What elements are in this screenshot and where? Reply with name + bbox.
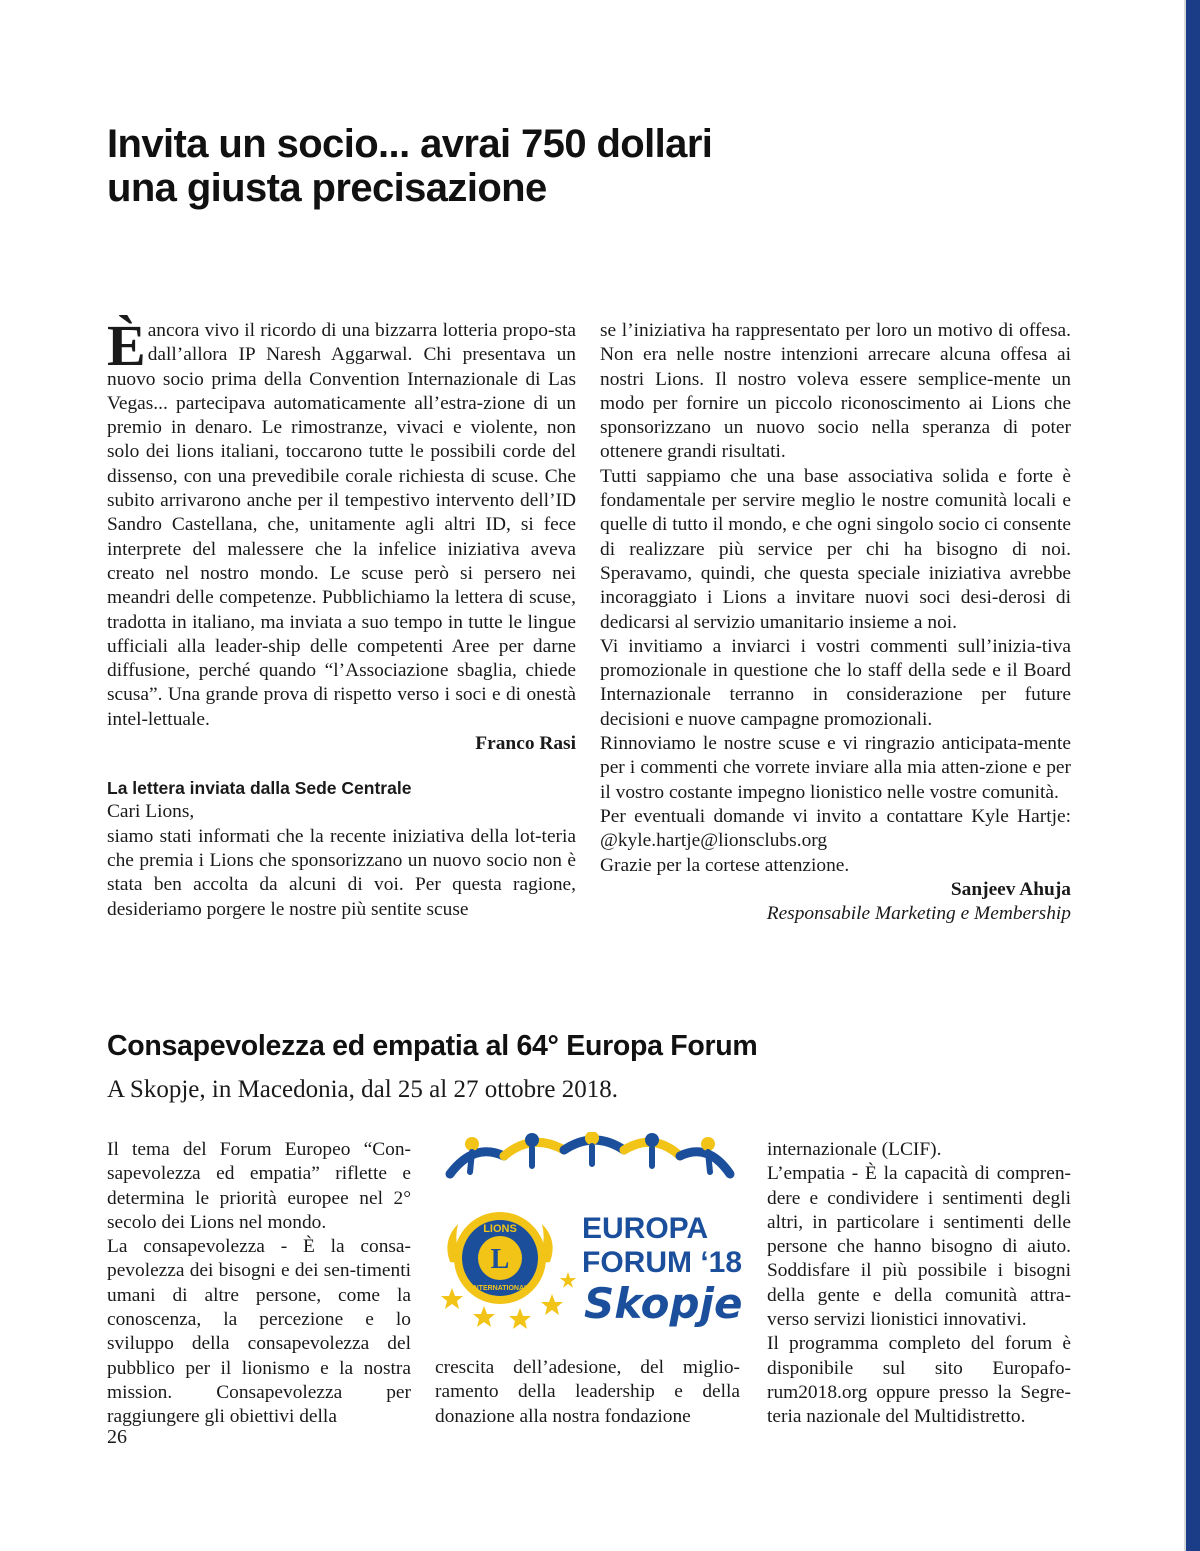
- logo-line-1: EUROPA: [582, 1212, 709, 1245]
- article-title-line-2: una giusta precisazione: [107, 166, 547, 210]
- article-column-right: [600, 319, 1071, 926]
- forum-article-subtitle: A Skopje, in Macedonia, dal 25 al 27 ottobre 2018.: [107, 1076, 619, 1103]
- article-title-line-1: Invita un socio... avrai 750 dollari: [107, 122, 713, 166]
- forum-paragraph-1: Il tema del Forum Europeo “Con-sapevolezza ed empatia” riflette e determina le priorità europee nel 2° secolo dei Lions nel mondo.: [107, 1139, 411, 1233]
- letter-paragraph-4: Rinnoviamo le nostre scuse e vi ringrazio anticipata-mente per i commenti che vorrete inviare alla mia atten-zione e per il vostro costante impegno lionistico nelle vostre comunità.: [600, 733, 1071, 803]
- forum-column-3: [767, 1138, 1071, 1430]
- article-column-left: [107, 313, 576, 922]
- emblem-letter: L: [490, 1244, 510, 1275]
- forum-article-title: Consapevolezza ed empatia al 64° Europa Forum: [107, 1030, 758, 1062]
- letter-paragraph-1-end: se l’iniziativa ha rappresentato per loro un motivo di offesa. Non era nelle nostre intenzioni arrecare alcuna offesa ai nostri Lions. Il nostro voleva essere semplice-mente un modo per fornire un piccolo riconoscimento ai Lions che sponsorizzano un nuovo socio nella speranza di poter ottenere grandi risultati.: [600, 320, 1071, 463]
- forum-column-2: [435, 1356, 740, 1429]
- forum-paragraph-2-end: internazionale (LCIF).: [767, 1139, 942, 1160]
- logo-line-3: Skopje: [584, 1279, 743, 1328]
- forum-paragraph-3: L’empatia - È la capacità di compren-dere e condividere i sentimenti degli altri, in particolare i sentimenti delle persone che hanno bisogno di aiuto. Soddisfare il più possibile i bisogni della gente e della comunità attra-verso servizi lionistici innovativi.: [767, 1163, 1071, 1331]
- emblem-top-text: LIONS: [483, 1223, 517, 1235]
- people-arc-icon: [450, 1132, 730, 1174]
- letter-paragraph-5: Per eventuali domande vi invito a contattare Kyle Hartje: @kyle.hartje@lionsclubs.org: [600, 805, 1071, 852]
- letter-heading: La lettera inviata dalla Sede Centrale: [107, 778, 412, 799]
- forum-paragraph-2-middle: crescita dell’adesione, del miglio-ramento della leadership e della donazione alla nostra fondazione: [435, 1357, 740, 1427]
- page-number: 26: [107, 1426, 127, 1448]
- article-title: [107, 122, 712, 210]
- intro-paragraph: [107, 313, 576, 732]
- letter-signature: Sanjeev Ahuja: [950, 878, 1071, 900]
- letter-paragraph-2: Tutti sappiamo che una base associativa solida e forte è fondamentale per servire meglio le nostre comunità locali e quelle di tutto il mondo, e che ogni singolo socio ci consente di realizzare più service per chi ha bisogno di noi. Speravamo, quindi, che questa speciale iniziativa avrebbe incoraggiato i Lions a invitare nuovi soci desi-derosi di dedicarsi al servizio umanitario insieme a noi.: [600, 465, 1071, 633]
- forum-paragraph-4: Il programma completo del forum è disponibile sul sito Europafo-rum2018.org oppure presso la Segre-teria nazionale del Multidistretto.: [767, 1333, 1071, 1428]
- letter-paragraph-3: Vi invitiamo a inviarci i vostri commenti sull’inizia-tiva promozionale in questione che lo staff della sede e il Board Internazionale terranno in considerazione per future decisioni e nuove campagne promozionali.: [600, 635, 1071, 730]
- letter-paragraph-1-start: siamo stati informati che la recente iniziativa della lot-teria che premia i Lions che sponsorizzano un nuovo socio non è stata ben accolta da alcuni di voi. Per questa ragione, desideriamo porgere le nostre più sentite scuse: [107, 825, 576, 920]
- drop-cap: È: [107, 313, 146, 378]
- logo-line-2: FORUM ‘18: [582, 1246, 743, 1279]
- lions-emblem-icon: [447, 1212, 552, 1304]
- forum-column-1: [107, 1138, 411, 1430]
- letter-greeting: Cari Lions,: [107, 801, 195, 823]
- emblem-bottom-text: INTERNATIONAL: [471, 1285, 529, 1292]
- letter-paragraph-6: Grazie per la cortese attenzione.: [600, 854, 850, 876]
- europa-forum-logo: [432, 1132, 744, 1346]
- intro-text: ancora vivo il ricordo di una bizzarra lotteria propo-sta dall’allora IP Naresh Aggarwal. Chi presentava un nuovo socio prima della Convention Internazionale di Las Vegas... partecipava automaticamente all’estra-zione di un premio in denaro. Le rimostranze, vivaci e violente, non solo dei lions italiani, toccarono tutte le possibili corde del dissenso, con una prevedibile corale richiesta di scuse. Che subito arrivarono anche per il tempestivo intervento dell’ID Sandro Castellana, che, unitamente agli altri ID, si fece interprete del malessere che la infelice iniziativa aveva creato nel nostro mondo. Le scuse però si persero nei meandri delle competenze. Pubblichiamo la lettera di scuse, tradotta in italiano, ma inviata a suo tempo in tutte le lingue ufficiali alla leader-ship delle competenti Aree per darne diffusione, perché quando “l’Associazione sbaglia, chiede scusa”. Una grande prova di rispetto verso i soci e di onestà intel-lettuale.: [107, 320, 576, 730]
- intro-author: Franco Rasi: [475, 733, 576, 755]
- forum-paragraph-2-start: La consapevolezza - È la consa-pevolezza dei bisogni e dei sen-timenti umani di altre persone, come la conoscenza, la percezione e lo sviluppo della consapevolezza del pubblico per il lionismo e la nostra mission. Consapevolezza per raggiungere gli obiettivi della: [107, 1236, 411, 1428]
- page-edge-bar: [1186, 0, 1200, 1551]
- letter-signature-role: Responsabile Marketing e Membership: [766, 903, 1071, 925]
